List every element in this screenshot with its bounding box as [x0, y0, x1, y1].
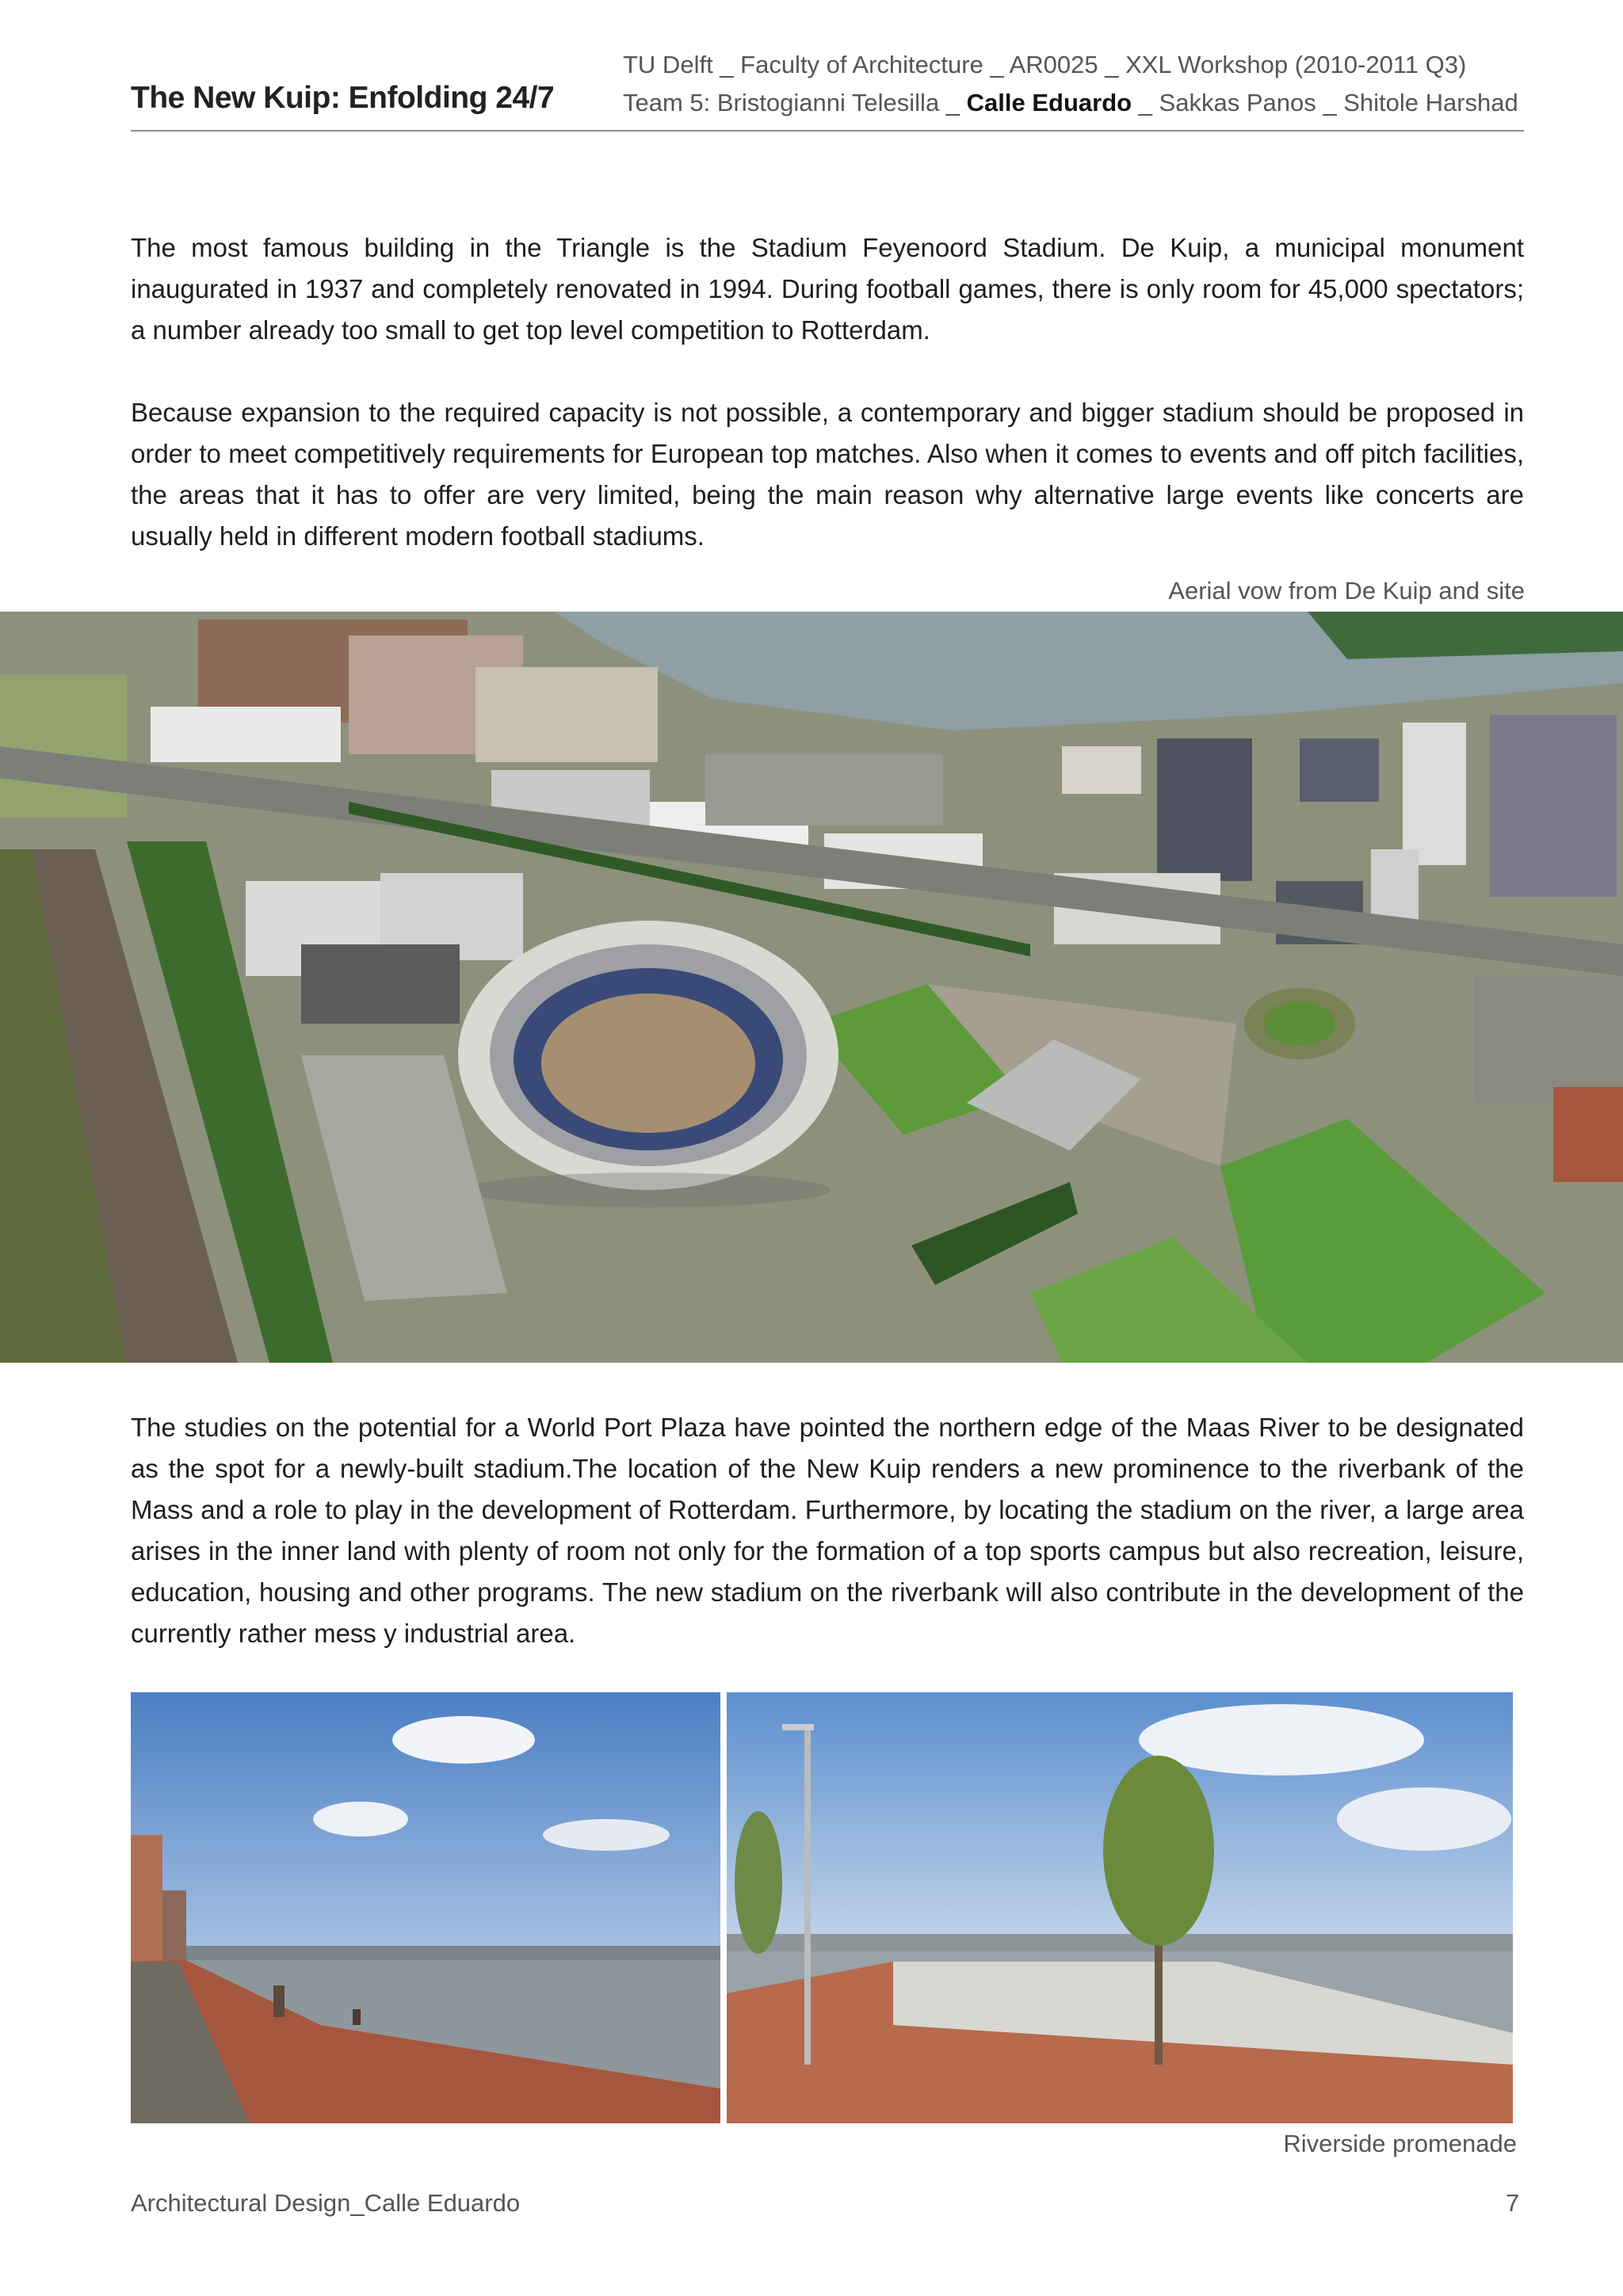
- document-title: The New Kuip: Enfolding 24/7: [131, 81, 555, 115]
- page-number: 7: [1506, 2189, 1520, 2217]
- riverside-photo-right: [727, 1692, 1513, 2123]
- team-prefix: Team 5: Bristogianni Telesilla _: [623, 89, 967, 116]
- aerial-photo: [0, 612, 1623, 1363]
- paragraph-location: The studies on the potential for a World Port Plaza have pointed the northern edge of the Maas River to be designated as the spot for a newly-built stadium.The location of the New Kuip renders a new prominence to the riverbank of the Mass and a role to play in the development of Rotterdam. Furthermore, by locating the stadium on the river, a large area arises in the inner land with plenty of room not only for the formation of a top sports campus but also recreation, leisure, education, housing and other programs. The new stadium on the riverbank will also contribute in the development of the currently rather mess y industrial area.: [131, 1413, 1524, 1648]
- team-info: [623, 89, 1518, 117]
- team-suffix: _ Sakkas Panos _ Shitole Harshad: [1132, 89, 1518, 116]
- riverside-photo-left: [131, 1692, 720, 2123]
- footer-author: Architectural Design_Calle Eduardo: [131, 2189, 521, 2217]
- paragraph-intro: The most famous building in the Triangle is the Stadium Feyenoord Stadium. De Kuip, a municipal monument inaugurated in 1937 and completely renovated in 1994. During football games, there is only room for 45,000 spectators; a number already too small to get top level competition to Rotterdam.: [131, 233, 1524, 345]
- header-divider: [131, 130, 1524, 132]
- author-name: Calle Eduardo: [966, 89, 1132, 116]
- course-info: TU Delft _ Faculty of Architecture _ AR0025 _ XXL Workshop (2010-2011 Q3): [623, 51, 1467, 78]
- paragraph-expansion: Because expansion to the required capacity is not possible, a contemporary and bigger stadium should be proposed in order to meet competitively requirements for European top matches. Also when it comes to events and off pitch facilities, the areas that it has to offer are very limited, being the main reason why alternative large events like concerts are usually held in different modern football stadiums.: [131, 398, 1524, 551]
- riverside-caption: Riverside promenade: [1283, 2130, 1517, 2157]
- aerial-caption: Aerial vow from De Kuip and site: [1168, 577, 1525, 605]
